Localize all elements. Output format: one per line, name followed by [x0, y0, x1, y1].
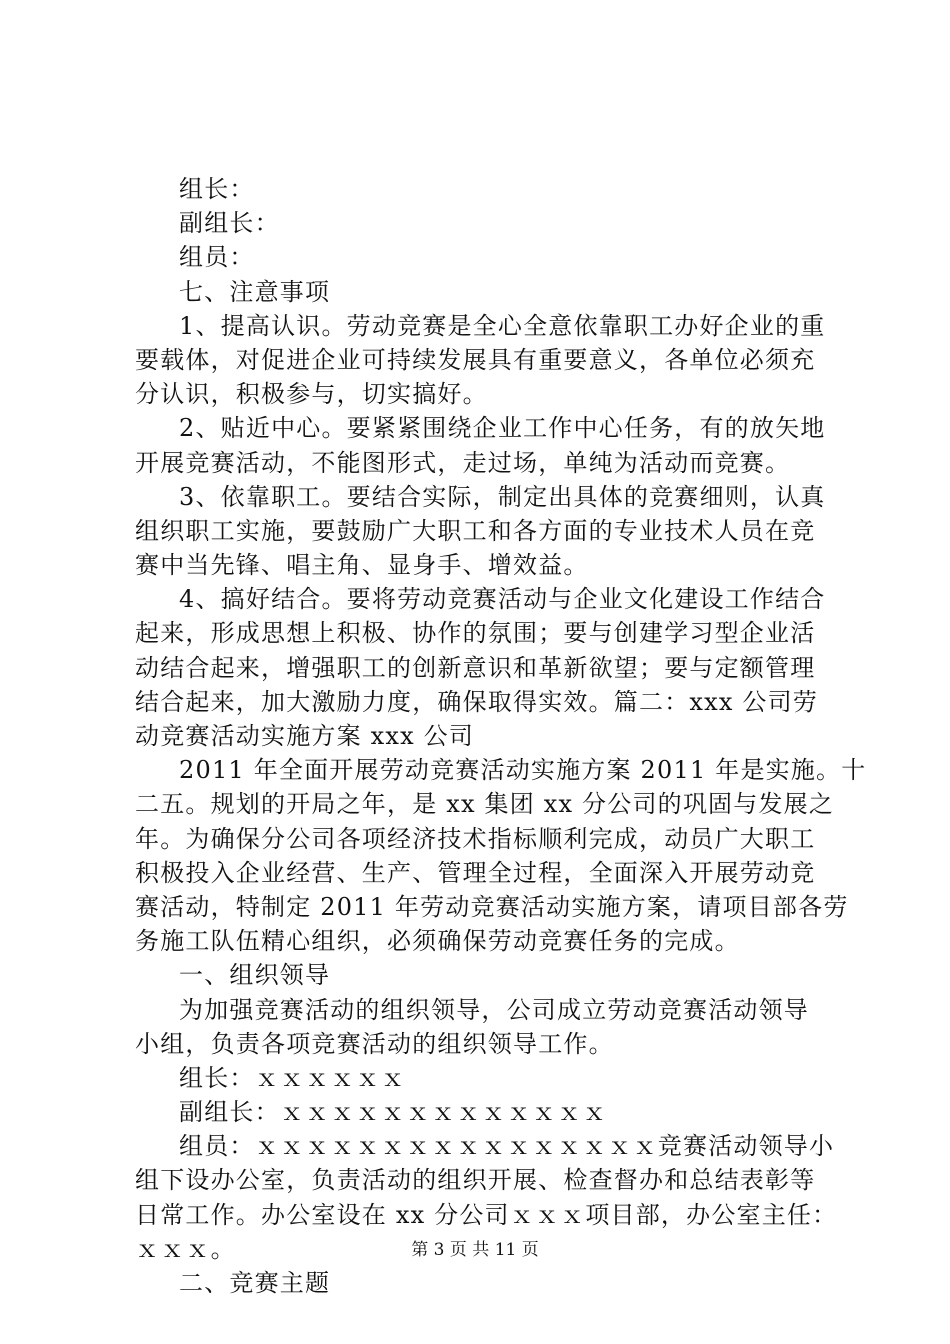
text-line: 组员：ｘｘｘｘｘｘｘｘｘｘｘｘｘｘｘｘ竞赛活动领导小 [179, 1132, 835, 1161]
text-line: 3、依靠职工。要结合实际，制定出具体的竞赛细则，认真 [179, 482, 826, 511]
section-heading: 一、组织领导 [179, 961, 331, 990]
text-line: 组员： [179, 243, 255, 272]
text-line: 组织职工实施，要鼓励广大职工和各方面的专业技术人员在竞 [135, 516, 816, 545]
section-heading: 七、注意事项 [179, 277, 331, 306]
text-line: 副组长：ｘｘｘｘｘｘｘｘｘｘｘｘｘ [179, 1098, 608, 1127]
text-line: 分认识，积极参与，切实搞好。 [135, 380, 488, 409]
text-line: 1、提高认识。劳动竞赛是全心全意依靠职工办好企业的重 [179, 311, 826, 340]
text-line: 赛中当先锋、唱主角、显身手、增效益。 [135, 551, 589, 580]
text-line: 开展竞赛活动，不能图形式，走过场，单纯为活动而竞赛。 [135, 448, 791, 477]
text-line: 4、搞好结合。要将劳动竞赛活动与企业文化建设工作结合 [179, 585, 826, 614]
text-line: ｘｘｘ。 [135, 1234, 236, 1263]
text-line: 积极投入企业经营、生产、管理全过程，全面深入开展劳动竞 [135, 858, 816, 887]
page-footer: 第 3 页 共 11 页 [411, 1240, 539, 1260]
text-line: 日常工作。办公室设在 xx 分公司ｘｘｘ项目部，办公室主任： [135, 1200, 838, 1229]
text-line: 副组长： [179, 209, 280, 238]
text-line: 起来，形成思想上积极、协作的氛围；要与创建学习型企业活 [135, 619, 816, 648]
text-line: 动竞赛活动实施方案 xxx 公司 [135, 722, 475, 750]
text-line: 赛活动，特制定 2011 年劳动竞赛活动实施方案，请项目部各劳 [135, 892, 849, 921]
text-line: 组下设办公室，负责活动的组织开展、检查督办和总结表彰等 [135, 1166, 816, 1195]
text-line: 2、贴近中心。要紧紧围绕企业工作中心任务，有的放矢地 [179, 414, 826, 443]
document-body [135, 172, 867, 1300]
text-line: 为加强竞赛活动的组织领导，公司成立劳动竞赛活动领导 [179, 995, 809, 1024]
text-line: 2011 年全面开展劳动竞赛活动实施方案 2011 年是实施。十 [179, 756, 867, 785]
text-line: 要载体，对促进企业可持续发展具有重要意义，各单位必须充 [135, 345, 816, 374]
text-line: 务施工队伍精心组织，必须确保劳动竞赛任务的完成。 [135, 927, 740, 956]
text-line: 二五。规划的开局之年，是 xx 集团 xx 分公司的巩固与发展之 [135, 790, 835, 819]
text-line: 组长：ｘｘｘｘｘｘ [179, 1063, 406, 1092]
text-line: 年。为确保分公司各项经济技术指标顺利完成，动员广大职工 [135, 824, 816, 853]
text-line: 动结合起来，增强职工的创新意识和革新欲望；要与定额管理 [135, 653, 816, 682]
section-heading: 二、竞赛主题 [179, 1269, 331, 1297]
text-line: 结合起来，加大激励力度，确保取得实效。篇二：xxx 公司劳 [135, 687, 819, 716]
text-line: 组长： [179, 175, 255, 203]
text-line: 小组，负责各项竞赛活动的组织领导工作。 [135, 1029, 614, 1058]
